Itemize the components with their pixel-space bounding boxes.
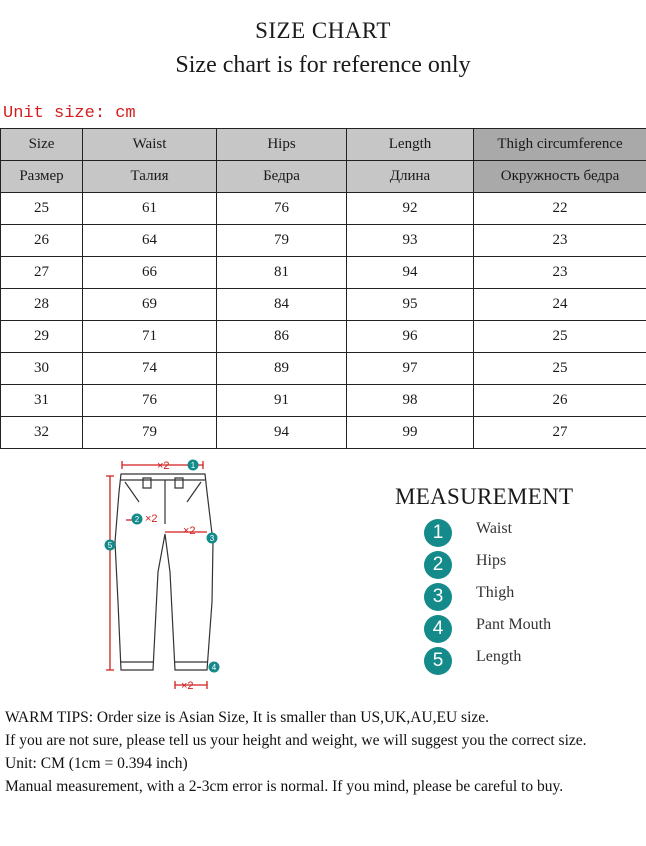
table-cell: 24	[474, 289, 646, 321]
header-cell: Length	[347, 129, 474, 161]
table-cell: 27	[1, 257, 83, 289]
pants-diagram	[95, 452, 225, 692]
table-row	[1, 321, 646, 353]
warm-tips	[5, 706, 641, 798]
header-cell: Бедра	[217, 161, 347, 193]
diagram-markers	[105, 460, 220, 673]
legend-label: Pant Mouth	[476, 616, 552, 633]
measurement-title: MEASUREMENT	[395, 484, 574, 509]
header-cell: Окружность бедра	[474, 161, 646, 193]
table-cell: 99	[347, 417, 474, 449]
legend-number: 1	[424, 519, 452, 547]
legend-number: 5	[424, 647, 452, 675]
legend-number: 4	[424, 615, 452, 643]
table-cell: 26	[1, 225, 83, 257]
table-cell: 79	[83, 417, 217, 449]
table-row	[1, 193, 646, 225]
marker-5-label: 5	[107, 541, 113, 550]
header-cell: Hips	[217, 129, 347, 161]
table-row	[1, 353, 646, 385]
table-cell: 25	[474, 321, 646, 353]
legend-number: 3	[424, 583, 452, 611]
marker-4-label: 4	[211, 663, 217, 672]
table-cell: 76	[217, 193, 347, 225]
unit-label: Unit size: cm	[3, 104, 136, 123]
header-cell: Waist	[83, 129, 217, 161]
page-title: SIZE CHART	[255, 18, 391, 43]
tip-line: Unit: CM (1cm = 0.394 inch)	[5, 755, 188, 772]
table-cell: 69	[83, 289, 217, 321]
table-cell: 26	[474, 385, 646, 417]
tip-line: WARM TIPS: Order size is Asian Size, It is smaller than US,UK,AU,EU size.	[5, 709, 490, 726]
table-cell: 76	[83, 385, 217, 417]
table-cell: 22	[474, 193, 646, 225]
table-row	[1, 225, 646, 257]
table-cell: 79	[217, 225, 347, 257]
table-row	[1, 257, 646, 289]
marker-3-label: 3	[209, 534, 215, 543]
tip-line: Manual measurement, with a 2-3cm error is normal. If you mind, please be careful to buy.	[5, 778, 564, 795]
header-row-en	[1, 129, 646, 161]
header-cell: Размер	[1, 161, 83, 193]
marker-1-label: 1	[190, 461, 196, 470]
header-cell: Size	[1, 129, 83, 161]
pants-outline	[115, 474, 213, 670]
table-cell: 64	[83, 225, 217, 257]
legend-label: Waist	[476, 520, 513, 537]
header-cell: Талия	[83, 161, 217, 193]
table-cell: 23	[474, 225, 646, 257]
table-cell: 97	[347, 353, 474, 385]
mult-label: ×2	[157, 460, 170, 472]
table-cell: 71	[83, 321, 217, 353]
table-cell: 32	[1, 417, 83, 449]
table-cell: 27	[474, 417, 646, 449]
table-cell: 93	[347, 225, 474, 257]
table-cell: 84	[217, 289, 347, 321]
mult-label: ×2	[145, 513, 158, 525]
table-row	[1, 417, 646, 449]
table-cell: 25	[474, 353, 646, 385]
table-cell: 91	[217, 385, 347, 417]
header-row-ru	[1, 161, 646, 193]
table-cell: 25	[1, 193, 83, 225]
marker-2-label: 2	[134, 515, 140, 524]
table-cell: 29	[1, 321, 83, 353]
table-cell: 31	[1, 385, 83, 417]
table-cell: 98	[347, 385, 474, 417]
table-row	[1, 289, 646, 321]
table-cell: 81	[217, 257, 347, 289]
table-cell: 66	[83, 257, 217, 289]
page-subtitle: Size chart is for reference only	[175, 52, 471, 78]
mult-label: ×2	[181, 680, 194, 692]
header-cell: Thigh circumference	[474, 129, 646, 161]
table-cell: 94	[347, 257, 474, 289]
table-cell: 23	[474, 257, 646, 289]
legend-number: 2	[424, 551, 452, 579]
table-cell: 74	[83, 353, 217, 385]
tip-line: If you are not sure, please tell us your height and weight, we will suggest you the correct size.	[5, 732, 587, 749]
table-row	[1, 385, 646, 417]
table-cell: 96	[347, 321, 474, 353]
mult-label: ×2	[183, 525, 196, 537]
table-cell: 28	[1, 289, 83, 321]
legend-label: Thigh	[476, 584, 515, 601]
legend-label: Hips	[476, 552, 507, 569]
legend-label: Length	[476, 648, 522, 665]
table-cell: 89	[217, 353, 347, 385]
table-cell: 61	[83, 193, 217, 225]
table-cell: 94	[217, 417, 347, 449]
header-cell: Длина	[347, 161, 474, 193]
table-cell: 30	[1, 353, 83, 385]
size-table	[0, 128, 646, 449]
table-cell: 92	[347, 193, 474, 225]
table-cell: 95	[347, 289, 474, 321]
table-cell: 86	[217, 321, 347, 353]
